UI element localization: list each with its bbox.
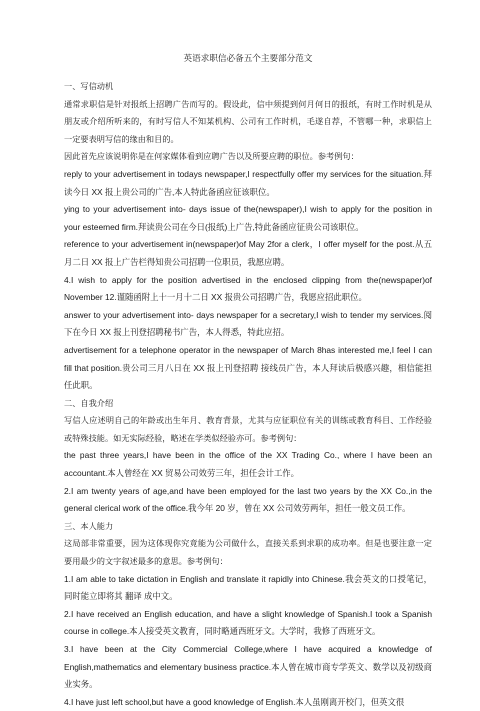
example-sentence: reference to your advertisement in(newspaper)of May 2for a clerk，I offer myself for the post.从五月二日 XX 报上广告栏得知贵公司招聘一位职员，我愿应聘。 — [64, 239, 432, 267]
section-self-introduction — [64, 395, 432, 518]
section-heading: 二、自我介绍 — [64, 397, 114, 408]
section-abilities — [64, 518, 432, 711]
example-sentence: reply to your advertisement in todays newspaper,I respectfully offer my services for the situation.拜读今日 XX 报上贵公司的广告,本人特此备函应征该职位。 — [64, 168, 432, 197]
example-sentence: ying to your advertisement into- days issue of the(newspaper),I wish to apply for the position in your esteemed firm.拜读贵公司在今日(报纸)上广告,特此备函应征贵公司该职位。 — [64, 204, 432, 232]
paragraph: 这局部非常重要，因为这体现你究竟能为公司做什么，直接关系到求职的成功率。但是也要注意一定要用最少的文字叙述最多的意思。参考例句： — [64, 538, 432, 567]
section-motivation — [64, 78, 432, 395]
example-sentence: 2.I have received an English education, and have a slight knowledge of Spanish.I took a Spanish course in college.本人接受英文教育，同时略通西班牙文。大学时，我修了西班牙文。 — [64, 608, 432, 637]
paragraph: 因此首先应该说明你是在何家媒体看到应聘广告以及所要应聘的职位。参考例句： — [64, 151, 359, 162]
paragraph: 通常求职信是针对报纸上招聘广告而写的。假设此，信中须提到何月何日的报纸，有时工作时机是从朋友或介绍所听来的，有时写信人不知某机构、公司有工作时机，毛遂自荐，不管哪一种，求职信上一定要表明写信的缘由和目的。 — [64, 98, 432, 144]
example-sentence: 3.I have been at the City Commercial College,where I have acquired a knowledge of English,mathematics and elementary business practice.本人曾在城市商专学英文、数学以及初级商业实务。 — [64, 644, 432, 690]
example-sentence: advertisement for a telephone operator in the newspaper of March 8has interested me,I feel I can fill that position.贵公司三月八日在 XX 报上刊登招聘 接线员广告，本人拜读后极感兴趣，相信能担任此职。 — [64, 344, 432, 391]
example-sentence: 2.I am twenty years of age,and have been employed for the last two years by the XX Co.,in the general clerical work of the office.我今年 20 岁，曾在 XX 公司效劳两年，担任一般文员工作。 — [64, 485, 432, 514]
paragraph: 写信人应述明自己的年龄或出生年月、教育背景，尤其与应征职位有关的训练或教育科目、工作经验或特殊技能。如无实际经验，略述在学类似经验亦可。参考例句： — [64, 415, 432, 443]
section-heading: 三、本人能力 — [64, 520, 114, 531]
document-title: 英语求职信必备五个主要部分范文 — [183, 54, 313, 64]
example-sentence: answer to your advertisement into- days newspaper for a secretary,I wish to tender my services.阅下在今日 XX 报上刊登招聘秘书广告，本人得悉，特此应招。 — [64, 309, 432, 338]
example-sentence: 4.I wish to apply for the position advertised in the enclosed clipping from the(newspaper)of November 12.谨随函附上十一月十二日 XX 报贵公司招聘广告，我愿应招此职位。 — [64, 274, 432, 303]
section-heading: 一、写信动机 — [64, 81, 114, 91]
example-sentence: 1.I am able to take dictation in English and translate it rapidly into Chinese.我会英文的口授笔记，同时能立即将其 翻译 成中文。 — [64, 573, 432, 602]
example-sentence: the past three years,I have been in the office of the XX Trading Co., where I have been an accountant.本人曾经在 XX 贸易公司效劳三年，担任会计工作。 — [64, 450, 432, 479]
example-sentence: 4.I have just left school,but have a good knowledge of English.本人虽刚离开校门，但英文很 — [64, 696, 405, 707]
